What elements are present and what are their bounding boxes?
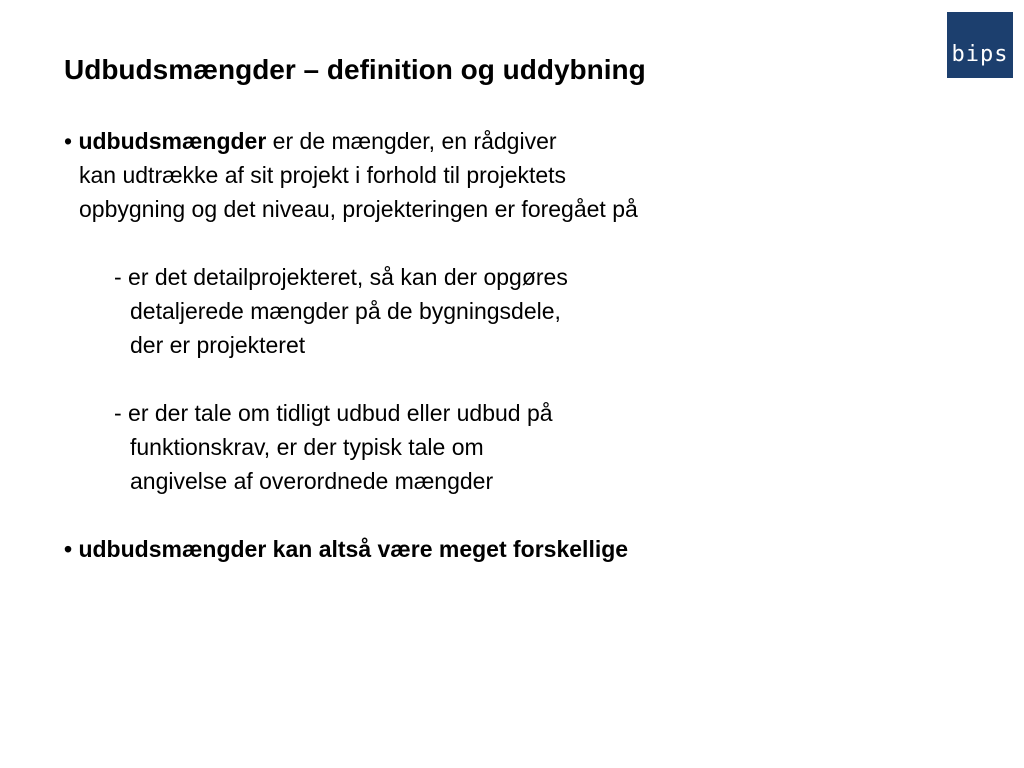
logo-text: bips [951, 42, 1009, 67]
bullet-1-bold-term: udbudsmængder [78, 128, 267, 154]
bullet-2-text: udbudsmængder kan altså være meget forskellige [78, 536, 629, 562]
bips-logo [947, 12, 1013, 78]
spacer [64, 226, 638, 260]
bullet-2-line [64, 532, 638, 566]
bullet-1-line-1 [64, 124, 638, 158]
slide-body [64, 124, 638, 566]
sub-item-1-line-1: - er det detailprojekteret, så kan der opgøres [114, 264, 568, 290]
spacer [64, 498, 638, 532]
sub-item-1-line-3: der er projekteret [130, 332, 306, 358]
sub-item-2-line-3: angivelse af overordnede mængder [130, 468, 494, 494]
spacer [64, 362, 638, 396]
bullet-1-lead-rest: er de mængder, en rådgiver [266, 128, 557, 154]
bullet-1-line-3: opbygning og det niveau, projekteringen er foregået på [79, 196, 638, 222]
bullet-marker: • [64, 536, 73, 562]
sub-item-1-line-2: detaljerede mængder på de bygningsdele, [130, 298, 561, 324]
sub-item-2-line-2: funktionskrav, er der typisk tale om [130, 434, 484, 460]
bullet-1-line-2: kan udtrække af sit projekt i forhold til projektets [79, 162, 567, 188]
slide-title: Udbudsmængder – definition og uddybning [64, 54, 646, 85]
bullet-marker: • [64, 128, 73, 154]
sub-item-2-line-1: - er der tale om tidligt udbud eller udbud på [114, 400, 553, 426]
